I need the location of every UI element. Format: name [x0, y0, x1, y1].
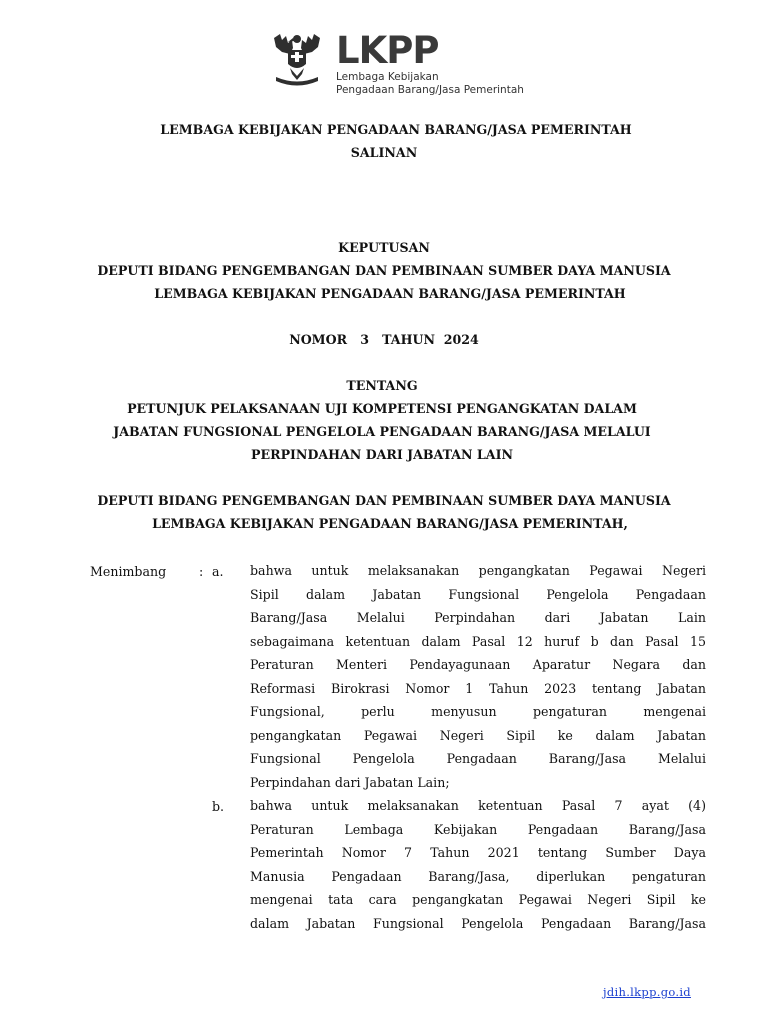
paragraph-line: bahwa untuk melaksanakan pengangkatan Pegawai Negeri [250, 563, 706, 578]
paragraph-line: Pemerintah Nomor 7 Tahun 2021 tentang Sumber Daya [250, 845, 706, 860]
document-number: NOMOR 3 TAHUN 2024 [289, 332, 479, 347]
logo-wordmark: LKPP [336, 29, 439, 72]
paragraph-line: sebagaimana ketentuan dalam Pasal 12 huruf b dan Pasal 15 [250, 633, 706, 649]
subject-line-2: JABATAN FUNGSIONAL PENGELOLA PENGADAAN BARANG/JASA MELALUI [113, 424, 651, 439]
consideration-item-b [250, 794, 706, 935]
authority-line-1: DEPUTI BIDANG PENGEMBANGAN DAN PEMBINAAN SUMBER DAYA MANUSIA [97, 493, 671, 508]
institution-heading: LEMBAGA KEBIJAKAN PENGADAAN BARANG/JASA PEMERINTAH [160, 122, 632, 137]
item-marker-b: b. [212, 799, 225, 814]
logo-subtitle-line-1: Lembaga Kebijakan [336, 71, 439, 83]
paragraph-line: Reformasi Birokrasi Nomor 1 Tahun 2023 tentang Jabatan [250, 680, 706, 696]
jdih-link[interactable]: jdih.lkpp.go.id [603, 985, 691, 999]
paragraph-line: bahwa untuk melaksanakan ketentuan Pasal 7 ayat (4) [250, 798, 706, 813]
garuda-emblem-icon [266, 30, 328, 86]
document-type: KEPUTUSAN [338, 240, 430, 255]
issuer-line-2: LEMBAGA KEBIJAKAN PENGADAAN BARANG/JASA PEMERINTAH [154, 286, 626, 301]
authority-line-2: LEMBAGA KEBIJAKAN PENGADAAN BARANG/JASA PEMERINTAH, [152, 516, 628, 531]
paragraph-line: Peraturan Menteri Pendayagunaan Aparatur Negara dan [250, 657, 706, 672]
paragraph-line: Fungsional, perlu menyusun pengaturan mengenai [250, 704, 706, 719]
logo-subtitle-line-2: Pengadaan Barang/Jasa Pemerintah [336, 84, 524, 96]
copy-label: SALINAN [350, 145, 418, 160]
lkpp-logo [266, 30, 526, 100]
paragraph-line: dalam Jabatan Fungsional Pengelola Pengadaan Barang/Jasa [250, 915, 706, 931]
paragraph-line: Fungsional Pengelola Pengadaan Barang/Jasa Melalui [250, 751, 706, 766]
paragraph-line: Peraturan Lembaga Kebijakan Pengadaan Barang/Jasa [250, 821, 706, 837]
considering-colon: : [199, 564, 204, 579]
about-label: TENTANG [346, 378, 418, 393]
subject-line-1: PETUNJUK PELAKSANAAN UJI KOMPETENSI PENGANGKATAN DALAM [127, 401, 637, 416]
consideration-item-a [250, 559, 706, 794]
considering-label: Menimbang [90, 564, 167, 579]
paragraph-line: pengangkatan Pegawai Negeri Sipil ke dalam Jabatan [250, 727, 706, 743]
paragraph-line: Perpindahan dari Jabatan Lain; [250, 774, 450, 790]
paragraph-line: Sipil dalam Jabatan Fungsional Pengelola Pengadaan [250, 586, 706, 602]
paragraph-line: Barang/Jasa Melalui Perpindahan dari Jabatan Lain [250, 610, 706, 625]
item-marker-a: a. [212, 564, 224, 579]
subject-line-3: PERPINDAHAN DARI JABATAN LAIN [251, 447, 513, 462]
paragraph-line: Manusia Pengadaan Barang/Jasa, diperlukan pengaturan [250, 868, 706, 884]
issuer-line-1: DEPUTI BIDANG PENGEMBANGAN DAN PEMBINAAN SUMBER DAYA MANUSIA [97, 263, 671, 278]
paragraph-line: mengenai tata cara pengangkatan Pegawai Negeri Sipil ke [250, 892, 706, 907]
